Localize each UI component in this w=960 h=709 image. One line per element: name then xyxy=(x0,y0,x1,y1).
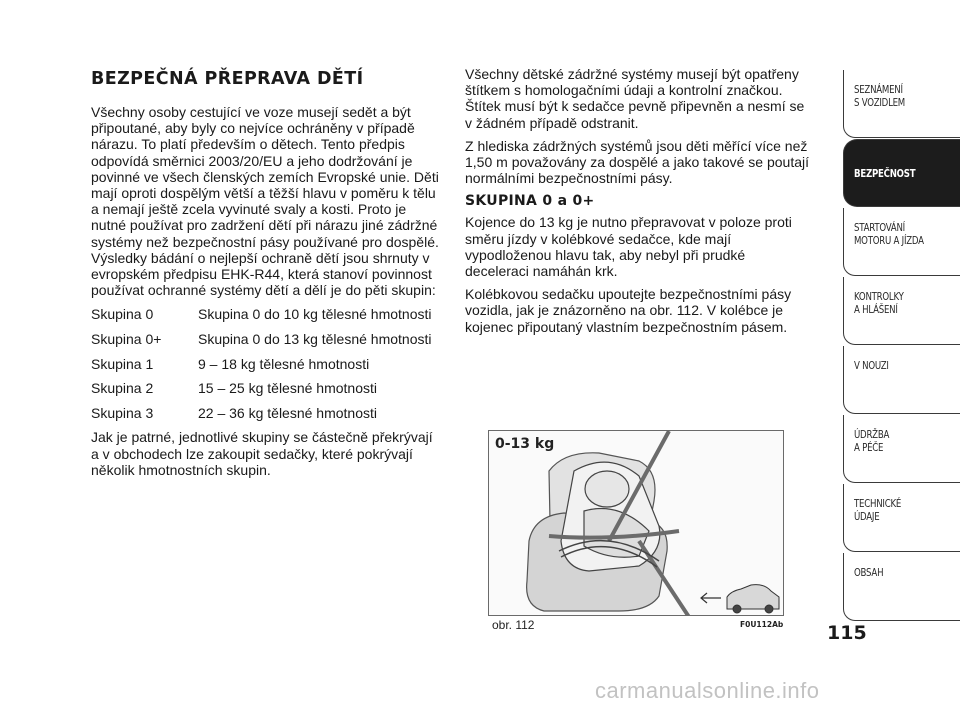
label-paragraph: Všechny dětské zádržné systémy musejí být opatřeny štítkem s homologačními údaji a kontrolní značkou. Štítek musí být k sedačce pevně připevněn a nesmí se v žádném případě odstranit. xyxy=(465,66,805,131)
group-name: Skupina 2 xyxy=(91,380,154,397)
tab-seznameni[interactable] xyxy=(843,70,960,138)
group-name: Skupina 1 xyxy=(91,355,154,372)
car-side-icon xyxy=(727,585,779,613)
weight-groups-list xyxy=(91,306,441,420)
group-row xyxy=(91,356,441,372)
left-column xyxy=(91,68,441,486)
cradle-paragraph: Kolébkovou sedačku upoutejte bezpečnostními pásy vozidla, jak je znázorněno na obr. 112. V kolébce je kojenec připoutaný vlastním bezpečnostním pásem. xyxy=(465,286,792,335)
infant-paragraph: Kojence do 13 kg je nutno přepravovat v poloze proti směru jízdy v kolébkové sedačce, kde mají vypodloženou hlavu tak, aby nebyl při prudké deceleraci namáhán krk. xyxy=(465,214,792,280)
group-row xyxy=(91,331,441,347)
right-column xyxy=(465,66,810,342)
tab-label: BEZPEČNOST xyxy=(854,168,916,180)
tab-bezpecnost[interactable] xyxy=(843,139,960,207)
tab-udrzba[interactable] xyxy=(843,415,960,483)
intro-paragraph: Všechny osoby cestující ve voze musejí sedět a být připoutané, aby byly co nejvíce ochráněny v případě nárazu. To platí především o dětech. Tento předpis odpovídá směrnici 2003/20/EU a jeho dodržování je povinné ve všech členských zemích Evropské unie. Děti mají oproti dospělým větší a těžší hlavu v poměru k tělu a nemají ještě zcela vyvinuté svaly a kosti. Proto je nutné používat pro zadržení dětí při nárazu jiné zádržné systémy než bezpečnostní pásy používané pro dospělé. Výsledky bádání o nejlepší ochraně dětí jsou shrnuty v evropském předpisu EHK-R44, která stanoví povinnost používat ochranné systémy dětí a dělí je do pěti skupin: xyxy=(91,104,439,299)
group-row xyxy=(91,405,441,421)
tab-label: STARTOVÁNÍ MOTORU A JÍZDA xyxy=(854,222,924,247)
outro-paragraph: Jak je patrné, jednotlivé skupiny se částečně překrývají a v obchodech lze zakoupit sedačky, které pokrývají několik hmotnostních skupin. xyxy=(91,429,433,478)
group-desc: 22 – 36 kg tělesné hmotnosti xyxy=(198,404,378,421)
tab-label: TECHNICKÉ ÚDAJE xyxy=(854,498,902,523)
figure-weight-label: 0-13 kg xyxy=(495,436,555,452)
tab-technicke[interactable] xyxy=(843,484,960,552)
tab-label: SEZNÁMENÍ S VOZIDLEM xyxy=(854,84,905,109)
group-desc: 9 – 18 kg tělesné hmotnosti xyxy=(198,355,370,372)
page-number: 115 xyxy=(827,622,867,644)
group-desc: Skupina 0 do 10 kg tělesné hmotnosti xyxy=(198,306,432,323)
infant-seat-figure xyxy=(488,430,784,616)
tab-label: OBSAH xyxy=(854,567,884,579)
figure-caption: obr. 112 xyxy=(492,618,535,632)
chapter-tabs xyxy=(843,70,960,622)
tab-label: V NOUZI xyxy=(854,360,889,372)
direction-arrow-icon xyxy=(701,593,721,603)
group-row xyxy=(91,306,441,322)
group-name: Skupina 0 xyxy=(91,306,154,323)
tab-kontrolky[interactable] xyxy=(843,277,960,345)
tab-label: ÚDRŽBA A PÉČE xyxy=(854,429,890,454)
figure-code: F0U112Ab xyxy=(740,620,784,629)
tab-label: KONTROLKY A HLÁŠENÍ xyxy=(854,291,904,316)
group-row xyxy=(91,380,441,396)
section-title: BEZPEČNÁ PŘEPRAVA DĚTÍ xyxy=(91,69,364,89)
group-desc: Skupina 0 do 13 kg tělesné hmotnosti xyxy=(198,331,432,348)
tab-obsah[interactable] xyxy=(843,553,960,621)
height-paragraph: Z hlediska zádržných systémů jsou děti měřící více než 1,50 m považovány za dospělé a jako takové se poutají normálními bezpečnostními pásy. xyxy=(465,137,809,187)
group-name: Skupina 3 xyxy=(91,404,154,421)
group-0-heading: SKUPINA 0 a 0+ xyxy=(465,193,595,210)
group-desc: 15 – 25 kg tělesné hmotnosti xyxy=(198,380,378,397)
tab-v-nouzi[interactable] xyxy=(843,346,960,414)
infant-seat-illustration xyxy=(489,431,784,616)
group-name: Skupina 0+ xyxy=(91,331,162,348)
watermark-text: carmanualsonline.info xyxy=(595,678,820,703)
tab-startovani[interactable] xyxy=(843,208,960,276)
